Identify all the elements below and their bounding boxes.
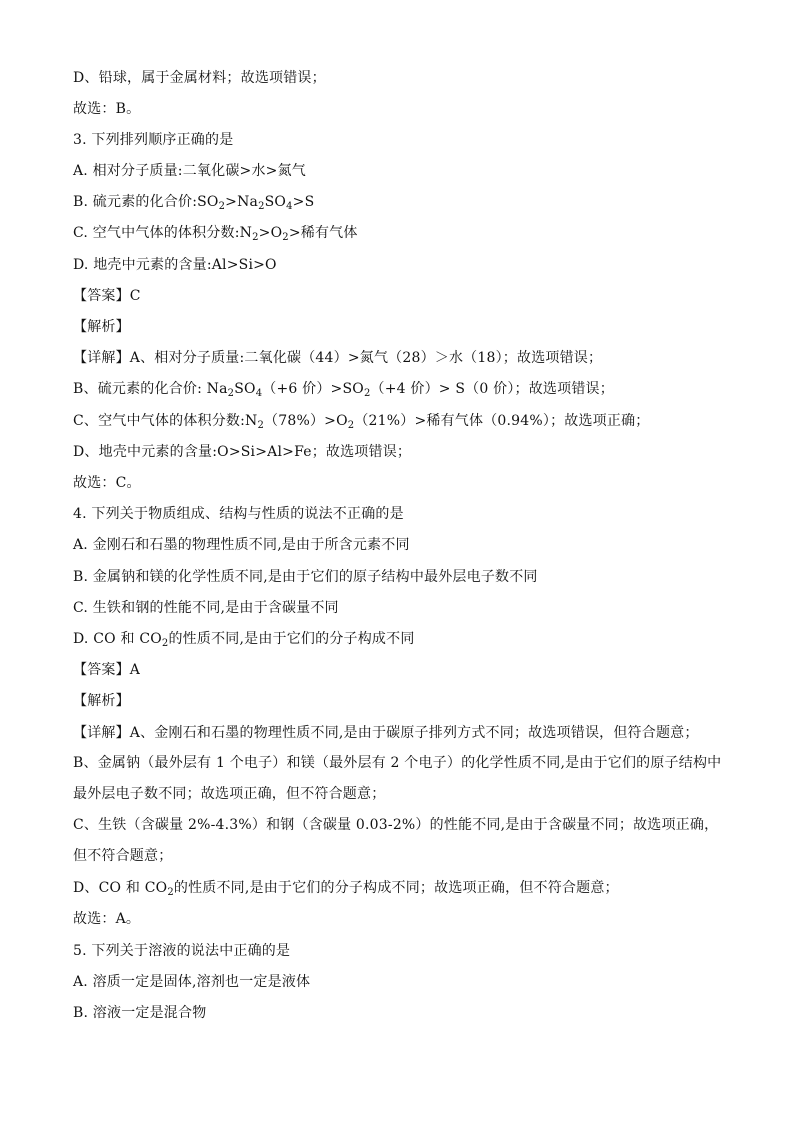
question-3-stem: 3. 下列排列顺序正确的是 xyxy=(73,132,234,148)
text-line: 故选：B。 xyxy=(73,101,141,117)
question-3-detail-a: 【详解】A、相对分子质量:二氧化碳（44）>氮气（28）＞水（18）；故选项错误； xyxy=(73,350,603,366)
question-4-detail-b: B、金属钠（最外层有 1 个电子）和镁（最外层有 2 个电子）的化学性质不同,是由于它们的原子结构中最外层电子数不同；故选项正确，但不符合题意； xyxy=(73,755,722,802)
question-4-option-a: A. 金刚石和石墨的物理性质不同,是由于所含元素不同 xyxy=(73,537,410,553)
question-4-option-b: B. 金属钠和镁的化学性质不同,是由于它们的原子结构中最外层电子数不同 xyxy=(73,569,538,585)
question-3-option-c: C. 空气中气体的体积分数$:N_2>O_2>$稀有气体 xyxy=(73,225,358,243)
question-3-analysis-label: 【解析】 xyxy=(73,319,130,335)
question-4-stem: 4. 下列关于物质组成、结构与性质的说法不正确的是 xyxy=(73,506,404,522)
question-3-answer: 【答案】C xyxy=(73,288,141,304)
question-4-detail-d: D、CO 和 $CO_2$的性质不同,是由于它们的分子构成不同；故选项正确，但不符合题意； xyxy=(73,880,619,898)
question-4-option-c: C. 生铁和钢的性能不同,是由于含碳量不同 xyxy=(73,600,339,616)
question-4-analysis-label: 【解析】 xyxy=(73,693,130,709)
question-5-option-a: A. 溶质一定是固体,溶剂也一定是液体 xyxy=(73,974,311,990)
question-3-option-b: B. 硫元素的化合价$:SO_2>Na_2SO_4>S$ xyxy=(73,194,315,212)
question-4-option-d: D. CO 和 $CO_2$的性质不同,是由于它们的分子构成不同 xyxy=(73,631,415,649)
question-3-detail-b: B、硫元素的化合价: $Na_2SO_4(+6$ 价）$>SO_2(+4$ 价）> S（0 价）；故选项错误； xyxy=(73,381,614,399)
question-5-option-b: B. 溶液一定是混合物 xyxy=(73,1005,207,1021)
question-4-answer: 【答案】A xyxy=(73,662,141,678)
question-3-option-d: D. 地壳中元素的含量:Al>Si>O xyxy=(73,257,277,273)
question-3-choose: 故选：C。 xyxy=(73,475,141,491)
question-3-detail-d: D、地壳中元素的含量:O>Si>Al>Fe；故选项错误； xyxy=(73,444,412,460)
question-4-choose: 故选：A。 xyxy=(73,911,141,927)
question-4-detail-c: C、生铁（含碳量 2%-4.3%）和钢（含碳量 0.03-2%）的性能不同,是由于含碳量不同；故选项正确，但不符合题意； xyxy=(73,817,719,864)
question-3-detail-c: C、空气中气体的体积分数$:N_2(78\%)>O_2(21\%)>$稀有气体（0.94%）；故选项正确； xyxy=(73,413,650,431)
text-line: D、铅球，属于金属材料；故选项错误； xyxy=(73,70,326,86)
question-4-detail-a: 【详解】A、金刚石和石墨的物理性质不同,是由于碳原子排列方式不同；故选项错误，但符合题意； xyxy=(73,725,699,741)
question-5-stem: 5. 下列关于溶液的说法中正确的是 xyxy=(73,943,291,959)
question-3-option-a: A. 相对分子质量:二氧化碳>水>氮气 xyxy=(73,163,306,179)
